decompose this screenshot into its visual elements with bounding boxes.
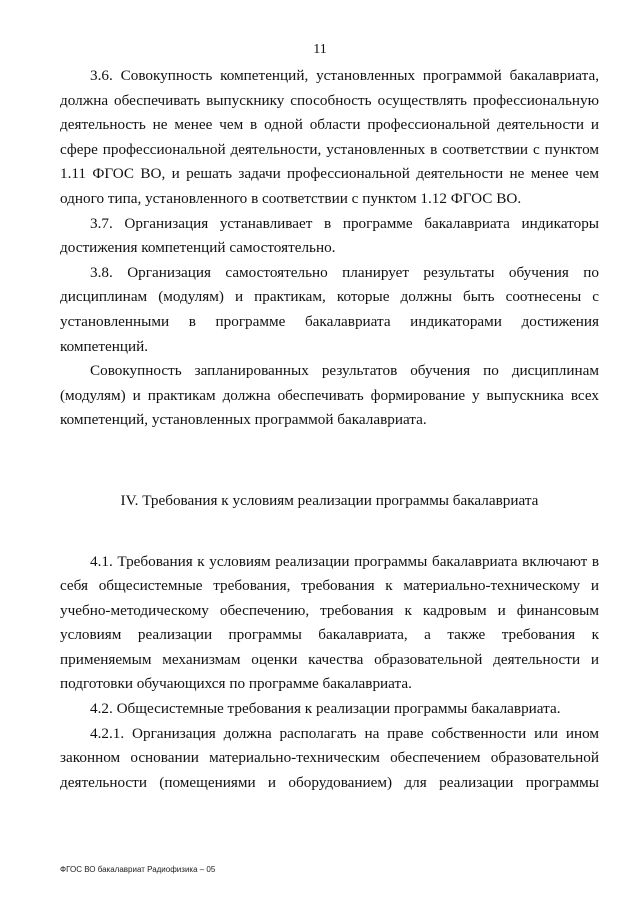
section-heading-iv: IV. Требования к условиям реализации программы бакалавриата <box>120 491 539 509</box>
paragraph-3-8: 3.8. Организация самостоятельно планирует результаты обучения по дисциплинам (модулям) и практикам, которые должны быть соотнесены с установленными в программе бакалавриата индикаторами достижения компетенций. <box>60 263 599 355</box>
page-footer: ФГОС ВО бакалавриат Радиофизика – 05 <box>60 865 216 874</box>
paragraph-4-1: 4.1. Требования к условиям реализации программы бакалавриата включают в себя общесистемные требования, требования к материально-техническому и учебно-методическому обеспечению, требования к кадровым и финансовым условиям реализации программы бакалавриата, а также требования к применяемым механизмам оценки качества образовательной деятельности и подготовки обучающихся по программе бакалавриата. <box>60 552 599 693</box>
paragraph-4-2: 4.2. Общесистемные требования к реализации программы бакалавриата. <box>90 700 561 718</box>
paragraph-3-6: 3.6. Совокупность компетенций, установленных программой бакалавриата, должна обеспечивать выпускнику способность осуществлять профессиональную деятельность не менее чем в одной области профессиональной деятельности и сфере профессиональной деятельности, установленных в соответствии с пунктом 1.11 ФГОС ВО, и решать задачи профессиональной деятельности не менее чем одного типа, установленного в соответствии с пунктом 1.12 ФГОС ВО. <box>60 67 599 207</box>
page-number: 11 <box>313 42 327 57</box>
paragraph-results-total: Совокупность запланированных результатов обучения по дисциплинам (модулям) и практикам должна обеспечивать формирование у выпускника всех компетенций, установленных программой бакалавриата. <box>60 362 599 429</box>
document-body <box>60 64 599 795</box>
paragraph-4-2-1: 4.2.1. Организация должна располагать на праве собственности или ином законном основании материально-техническим обеспечением образовательной деятельности (помещениями и оборудованием) для реализации программы <box>60 724 599 791</box>
paragraph-3-7: 3.7. Организация устанавливает в программе бакалавриата индикаторы достижения компетенций самостоятельно. <box>60 214 599 257</box>
